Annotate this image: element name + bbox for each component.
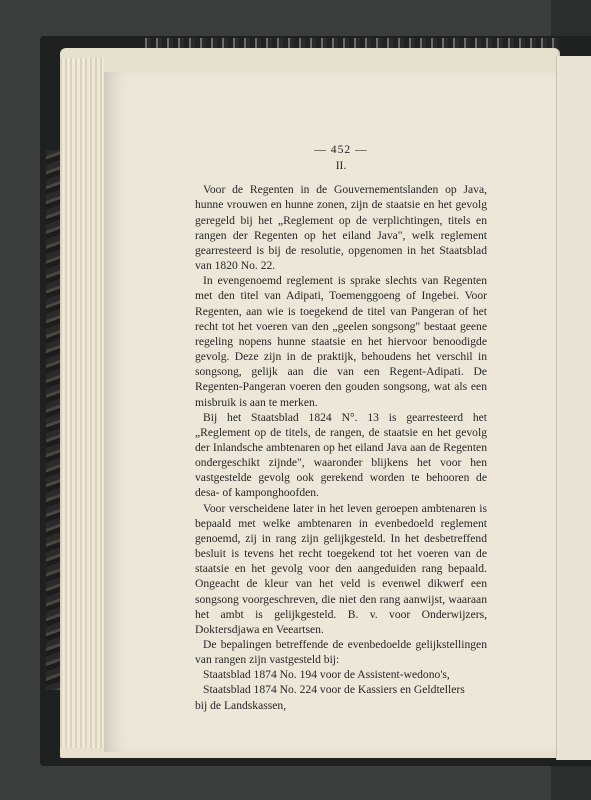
paragraph: Voor verscheidene later in het leven geroepen ambtenaren is bepaald met welke ambtenaren in evenbedoeld reglement genoemd, zij in rang zijn gelijkgesteld. In het desbetreffend besluit is tevens het recht toegekend tot het voeren van de staatsie en het gevolg voor den aangeduiden rang bepaald. Ongeacht de kleur van het veld is evenwel dikwerf een songsong voorgeschreven, die niet den rang aanwijst, waaraan het ambt is gelijkgesteld. B. v. voor Onderwijzers, Doktersdjawa en Veeartsen. xyxy=(195,501,487,636)
paragraph: Voor de Regenten in de Gouvernementslanden op Java, hunne vrouwen en hunne zonen, zijn de staatsie en het gevolg geregeld bij het „Reglement op de verplichtingen, titels en rangen der Regenten op het eiland Java", welk reglement gearresteerd is bij de resolutie, opgenomen in het Staatsblad van 1820 No. 22. xyxy=(195,183,487,273)
page-number: — 452 — xyxy=(314,143,368,156)
paragraph: In evengenoemd reglement is sprake slechts van Regenten met den titel van Adipati, Toemenggoeng of Ingebei. Voor Regenten, aan wie is toegekend de titel van Pangeran of het recht tot het voeren van den „geelen songsong" bestaat geene regeling nopens hunne staatsie en het hiervoor benoodigde gevolg. Deze zijn in de praktijk, behoudens het verschil in songsong, gelijk aan die van een Regent-Adipati. De Regenten-Pangeran voeren den gouden songsong, wat als een misbruik is aan te merken. xyxy=(195,274,487,409)
paragraph: Bij het Staatsblad 1824 N°. 13 is gearresteerd het „Reglement op de titels, de rangen, de staatsie en het gevolg der Inlandsche ambtenaren op het eiland Java aan de Regenten ondergeschikt zijnde", waaronder blijkens het voor hen vastgestelde gevolg ook gerekend worden te behooren de desa- of kamponghoofden. xyxy=(195,410,487,500)
paragraph: De bepalingen betreffende de evenbedoelde gelijkstellingen van rangen zijn vastgesteld bij: xyxy=(195,638,487,667)
facing-page-edge xyxy=(556,56,591,760)
page-text xyxy=(195,142,487,713)
list-item-continuation: bij de Landskassen, xyxy=(195,698,287,712)
section-heading: II. xyxy=(335,159,347,173)
list-item: Staatsblad 1874 No. 194 voor de Assistent-wedono's, xyxy=(203,668,450,682)
marbled-cover-edge xyxy=(46,150,60,690)
list-item: Staatsblad 1874 No. 224 voor de Kassiers en Geldtellers xyxy=(203,683,465,697)
